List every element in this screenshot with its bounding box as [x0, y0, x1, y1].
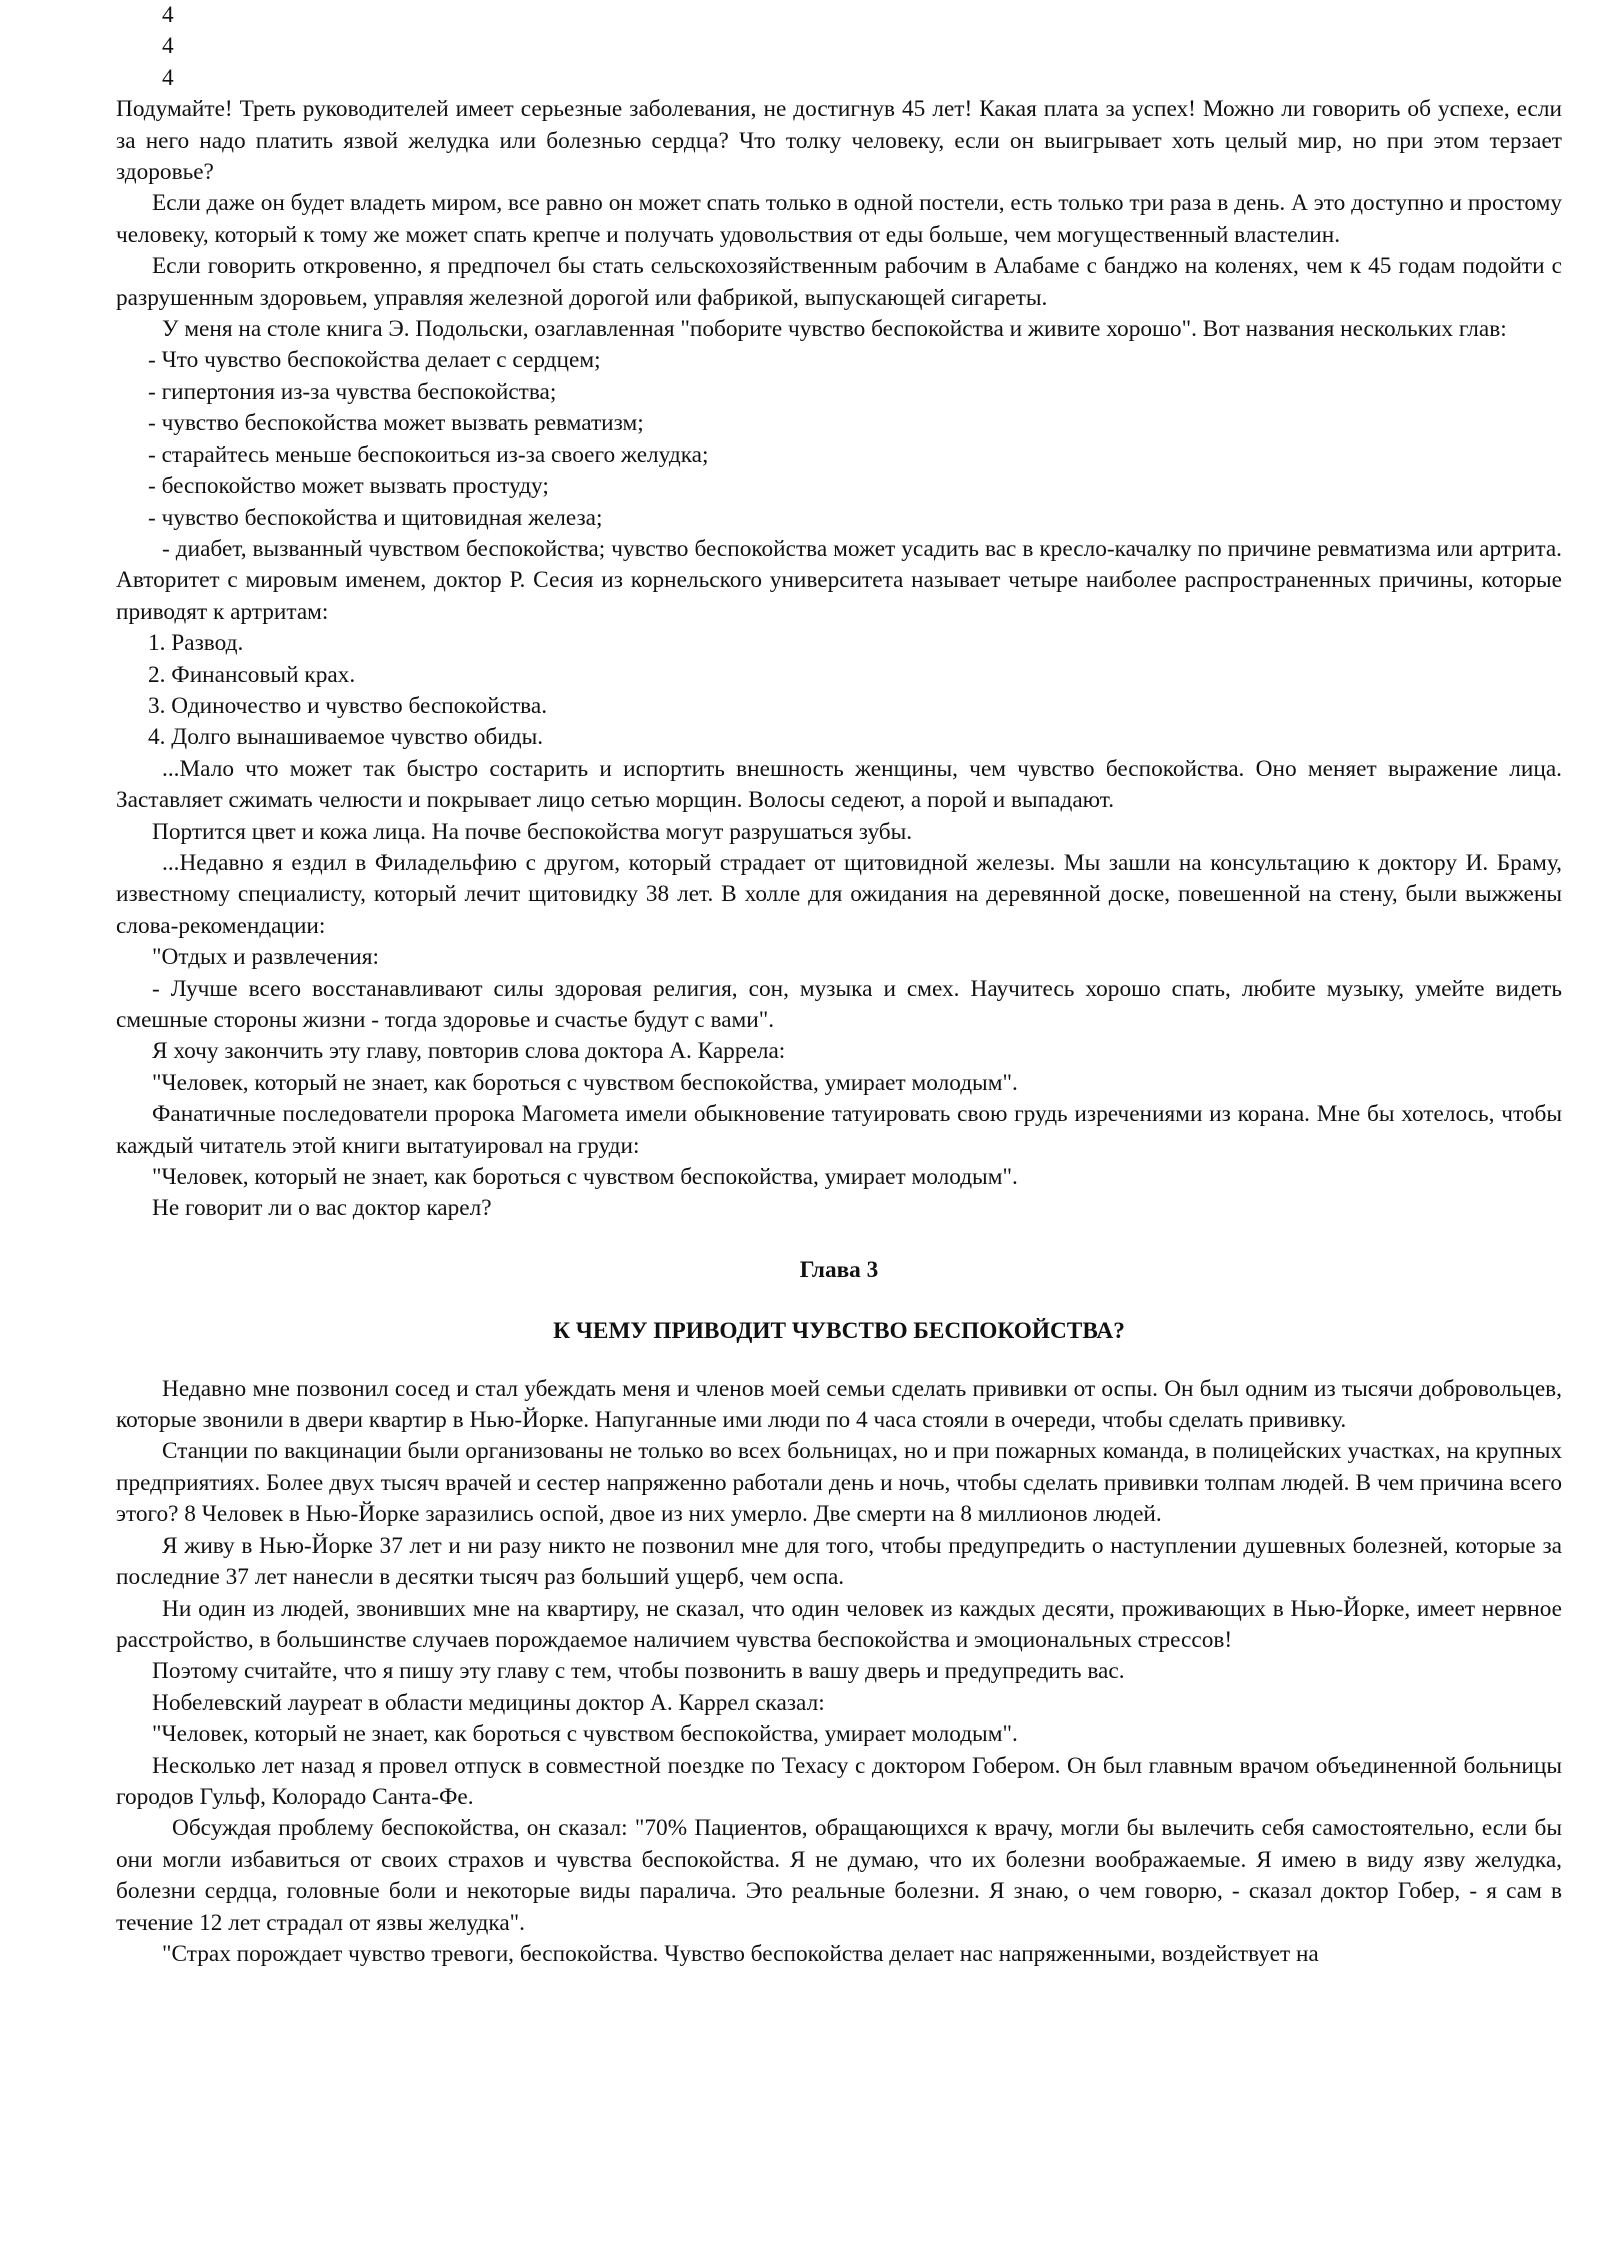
page-number: 4 [162, 33, 174, 60]
list-item: 3. Одиночество и чувство беспокойства. [148, 692, 548, 719]
list-item: - гипертония из-за чувства беспокойства; [148, 378, 557, 405]
paragraph: Недавно мне позвонил сосед и стал убеждать меня и членов моей семьи сделать прививки от оспы. Он был одним из тысячи добровольцев, которые звонили в двери квартир в Нью-Йорке. Напуганные ими люди по 4 часа стояли в очереди, чтобы сделать прививку. [116, 1375, 1562, 1434]
paragraph: "Отдых и развлечения: [152, 944, 379, 971]
paragraph: Фанатичные последователи пророка Магомета имели обыкновение татуировать свою грудь изречениями из корана. Мне бы хотелось, чтобы каждый читатель этой книги вытатуировал на груди: [116, 1101, 1562, 1159]
paragraph: Если даже он будет владеть миром, все равно он может спать только в одной постели, есть только три раза в день. А это доступно и простому человеку, который к тому же может спать крепче и получать удовольствия от еды больше, чем могущественный властелин. [116, 190, 1562, 248]
paragraph: Я хочу закончить эту главу, повторив слова доктора А. Каррела: [152, 1038, 786, 1065]
paragraph: Ни один из людей, звонивших мне на квартиру, не сказал, что один человек из каждых десяти, проживающих в Нью-Йорке, имеет нервное расстройство, в большинстве случаев порождаемое наличием чувства беспокойства и эмоциональных стрессов! [116, 1595, 1562, 1653]
paragraph: "Страх порождает чувство тревоги, беспокойства. Чувство беспокойства делает нас напряженными, воздействует на [162, 1940, 1319, 1967]
paragraph: Если говорить откровенно, я предпочел бы стать сельскохозяйственным рабочим в Алабаме с банджо на коленях, чем к 45 годам подойти с разрушенным здоровьем, управляя железной дорогой или фабрикой, выпускающей сигареты. [116, 253, 1562, 311]
paragraph: Подумайте! Треть руководителей имеет серьезные заболевания, не достигнув 45 лет! Какая плата за успех! Можно ли говорить об успехе, если за него надо платить язвой желудка или болезнью сердца? Что толку человеку, если он выигрывает хоть целый мир, но при этом терзает здоровье? [116, 96, 1562, 186]
paragraph: - диабет, вызванный чувством беспокойства; чувство беспокойства может усадить вас в кресло-качалку по причине ревматизма или артрита. Авторитет с мировым именем, доктор Р. Сесия из корнельского университета называет четыре наиболее распространенных причины, которые приводят к артритам: [116, 535, 1562, 625]
paragraph: Я живу в Нью-Йорке 37 лет и ни разу никто не позвонил мне для того, чтобы предупредить о наступлении душевных болезней, которые за последние 37 лет нанесли в десятки тысяч раз больший ущерб, чем оспа. [116, 1532, 1562, 1591]
paragraph: Несколько лет назад я провел отпуск в совместной поездке по Техасу с доктором Гобером. Он был главным врачом объединенной больницы городов Гульф, Колорадо Санта-Фе. [116, 1752, 1562, 1810]
paragraph: "Человек, который не знает, как бороться с чувством беспокойства, умирает молодым". [152, 1164, 1018, 1191]
paragraph: Нобелевский лауреат в области медицины доктор А. Каррел сказал: [152, 1689, 825, 1716]
paragraph: Станции по вакцинации были организованы не только во всех больницах, но и при пожарных команда, в полицейских участках, на крупных предприятиях. Более двух тысяч врачей и сестер напряженно работали день и ночь, чтобы сделать прививки толпам людей. В чем причина всего этого? 8 Человек в Нью-Йорке заразились оспой, двое из них умерло. Две смерти на 8 миллионов людей. [116, 1438, 1562, 1528]
list-item: - чувство беспокойства может вызвать ревматизм; [148, 410, 644, 437]
list-item: 1. Развод. [148, 630, 244, 657]
paragraph: Поэтому считайте, что я пишу эту главу с тем, чтобы позвонить в вашу дверь и предупредить вас. [152, 1658, 1125, 1685]
paragraph: "Человек, который не знает, как бороться с чувством беспокойства, умирает молодым". [152, 1721, 1018, 1748]
paragraph: ...Мало что может так быстро состарить и испортить внешность женщины, чем чувство беспокойства. Оно меняет выражение лица. Заставляет сжимать челюсти и покрывает лицо сетью морщин. Волосы седеют, а порой и выпадают. [116, 755, 1562, 814]
list-item: - Что чувство беспокойства делает с сердцем; [148, 347, 601, 374]
list-item: - старайтесь меньше беспокоиться из-за своего желудка; [148, 441, 709, 468]
paragraph: Не говорит ли о вас доктор карел? [152, 1195, 492, 1222]
list-item: 2. Финансовый крах. [148, 661, 356, 688]
page-number: 4 [162, 64, 174, 91]
paragraph: - Лучше всего восстанавливают силы здоровая религия, сон, музыка и смех. Научитесь хорошо спать, любите музыку, умейте видеть смешные стороны жизни - тогда здоровье и счастье будут с вами". [116, 975, 1562, 1033]
paragraph: "Человек, который не знает, как бороться с чувством беспокойства, умирает молодым". [152, 1069, 1018, 1096]
paragraph: Портится цвет и кожа лица. На почве беспокойства могут разрушаться зубы. [152, 818, 913, 845]
list-item: 4. Долго вынашиваемое чувство обиды. [148, 724, 544, 751]
list-item: - беспокойство может вызвать простуду; [148, 473, 549, 500]
chapter-number: Глава 3 [799, 1256, 879, 1283]
list-item: - чувство беспокойства и щитовидная железа; [148, 504, 603, 531]
paragraph: Обсуждая проблему беспокойства, он сказал: "70% Пациентов, обращающихся к врачу, могли бы вылечить себя самостоятельно, если бы они могли избавиться от своих страхов и чувства беспокойства. Я не думаю, что их болезни воображаемые. Я имею в виду язву желудка, болезни сердца, головные боли и некоторые виды паралича. Это реальные болезни. Я знаю, о чем говорю, - сказал доктор Гобер, - я сам в течение 12 лет страдал от язвы желудка". [116, 1815, 1562, 1936]
paragraph: У меня на столе книга Э. Подольски, озаглавленная "поборите чувство беспокойства и живите хорошо". Вот названия нескольких глав: [162, 316, 1507, 343]
paragraph: ...Недавно я ездил в Филадельфию с другом, который страдает от щитовидной железы. Мы зашли на консультацию к доктору И. Браму, известному специалисту, который лечит щитовидку 38 лет. В холле для ожидания на деревянной доске, повешенной на стену, были выжжены слова-рекомендации: [116, 849, 1562, 939]
page-number: 4 [162, 2, 174, 28]
document-page [116, 0, 1562, 1970]
chapter-title: К ЧЕМУ ПРИВОДИТ ЧУВСТВО БЕСПОКОЙСТВА? [553, 1318, 1125, 1345]
